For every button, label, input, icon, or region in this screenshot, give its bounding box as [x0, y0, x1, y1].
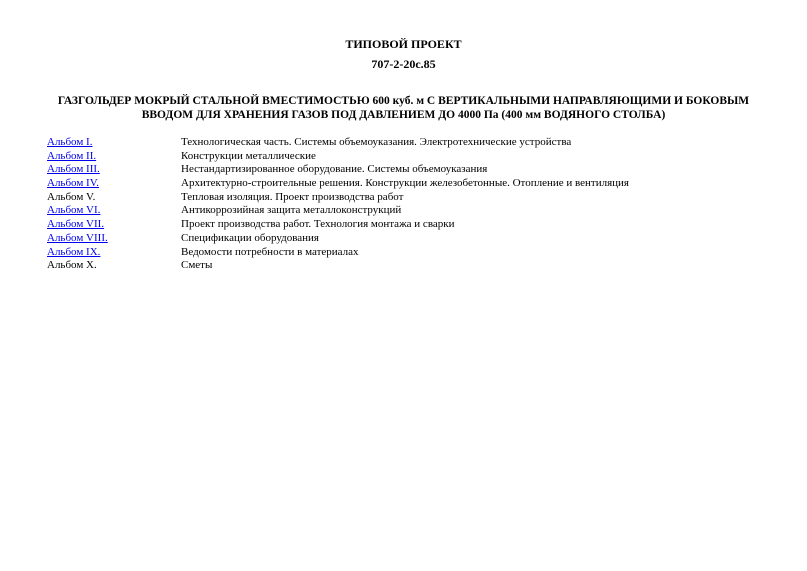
- album-list: [47, 136, 787, 273]
- album-description: Спецификации оборудования: [181, 231, 319, 244]
- album-row: [47, 259, 787, 273]
- album-link[interactable]: Альбом II.: [47, 149, 97, 162]
- album-description: Технологическая часть. Системы объемоуказания. Электротехнические устройства: [181, 136, 572, 148]
- album-link[interactable]: Альбом VI.: [47, 204, 101, 217]
- album-row: [47, 177, 787, 191]
- album-label: Альбом X.: [47, 259, 97, 272]
- album-description: Архитектурно-строительные решения. Конструкции железобетонные. Отопление и вентиляция: [181, 177, 629, 190]
- album-description: Ведомости потребности в материалах: [181, 245, 359, 258]
- album-row: [47, 204, 787, 218]
- album-row: [47, 232, 787, 246]
- album-link[interactable]: Альбом IV.: [47, 177, 99, 190]
- album-link[interactable]: Альбом III.: [47, 163, 100, 176]
- album-link[interactable]: Альбом IX.: [47, 245, 101, 258]
- document-subject: ГАЗГОЛЬДЕР МОКРЫЙ СТАЛЬНОЙ ВМЕСТИМОСТЬЮ 600 куб. м С ВЕРТИКАЛЬНЫМИ НАПРАВЛЯЮЩИМИ И БОКОВЫМ ВВОДОМ ДЛЯ ХРАНЕНИЯ ГАЗОВ ПОД ДАВЛЕНИЕМ ДО 4000 Па (400 мм ВОДЯНОГО СТОЛБА): [57, 95, 750, 121]
- album-description: Антикоррозийная защита металлоконструкций: [181, 204, 402, 217]
- album-row: [47, 163, 787, 177]
- album-description: Сметы: [181, 259, 213, 272]
- album-label: Альбом V.: [47, 190, 96, 203]
- document-title: ТИПОВОЙ ПРОЕКТ: [345, 37, 462, 51]
- album-description: Проект производства работ. Технология монтажа и сварки: [181, 218, 455, 231]
- album-link[interactable]: Альбом VII.: [47, 218, 105, 231]
- album-row: [47, 218, 787, 232]
- album-description: Нестандартизированное оборудование. Системы объемоуказания: [181, 163, 488, 176]
- album-description: Тепловая изоляция. Проект производства работ: [181, 190, 404, 203]
- album-link[interactable]: Альбом VIII.: [47, 231, 108, 244]
- album-row: [47, 246, 787, 260]
- album-description: Конструкции металлические: [181, 149, 316, 162]
- album-row: [47, 191, 787, 205]
- album-link[interactable]: Альбом I.: [47, 136, 93, 148]
- album-row: [47, 150, 787, 164]
- document-number: 707-2-20с.85: [371, 57, 436, 71]
- album-row: [47, 136, 787, 150]
